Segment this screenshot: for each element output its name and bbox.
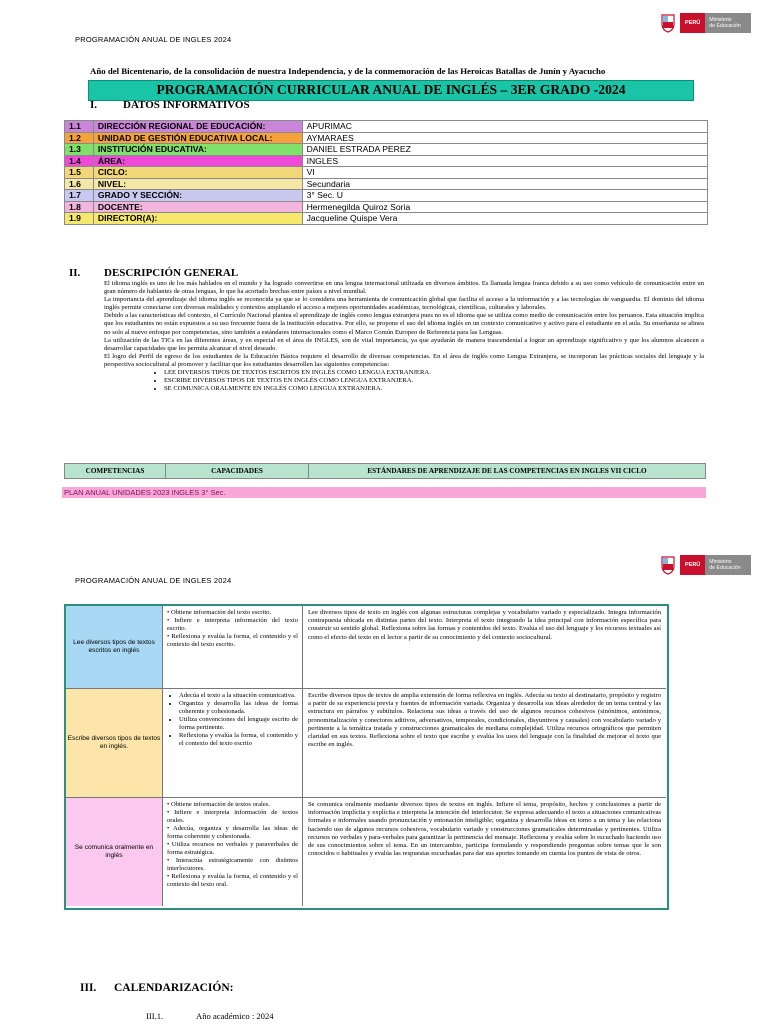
capacity-item: • Adecúa, organiza y desarrolla las ideas de forma coherente y cohesionada. (167, 825, 298, 840)
capacity-item: • Reflexiona y evalúa la forma, el contenido y el contexto del texto escrito (179, 732, 298, 748)
datos-row (65, 178, 708, 190)
datos-label: ÁREA: (93, 155, 302, 167)
datos-row (65, 144, 708, 156)
datos-num: 1.1 (65, 121, 94, 133)
datos-label: CICLO: (93, 167, 302, 179)
capacity-item: • Obtiene información del texto escrito. (167, 609, 272, 616)
datos-row (65, 201, 708, 213)
datos-num: 1.8 (65, 201, 94, 213)
datos-value: AYMARAES (302, 132, 707, 144)
competency-row-3 (66, 798, 666, 906)
datos-num: 1.3 (65, 144, 94, 156)
datos-row (65, 132, 708, 144)
datos-value: DANIEL ESTRADA PEREZ (302, 144, 707, 156)
datos-value: APURIMAC (302, 121, 707, 133)
capacity-item: • Interactúa estratégicamente con distintos interlocutores. (167, 857, 298, 872)
datos-row (65, 121, 708, 133)
competency-capacities-2 (163, 689, 303, 797)
program-header-label-2: PROGRAMACIÓN ANUAL DE INGLES 2024 (75, 576, 232, 585)
logo-peru-label-2: PERÚ (680, 555, 705, 575)
logo-ministerio-line2-2: de Educación (709, 565, 741, 571)
capacity-item: • Utiliza recursos no verbales y paraverbales de forma estratégica. (167, 841, 298, 856)
datos-num: 1.7 (65, 190, 94, 202)
desc-bullet: • SE COMUNICA ORALMENTE EN INGLÉS COMO LENGUA EXTRANJERA. (164, 385, 704, 393)
logo-ministerio-line2: de Educación (709, 23, 741, 29)
competency-standard-3: Se comunica oralmente mediante diversos tipos de textos en inglés. Infiere el tema, propósito, hechos y conclusiones a partir de información implícita y explícita e interpreta la intención del interlocutor. Se expresa adecuando el texto a situaciones comunicativas formales e informales usando pronunciación y entonación inteligible; organiza y desarrolla ideas en torno a un tema y las relaciona haciendo uso de algunos recursos cohesivos, vocabulario variado y construcciones gramaticales determinadas y pertinentes. Utiliza recursos no verbales y para-verbales para garantizar la pertinencia del mensaje. Reflexiona y evalúa sobre lo escuchado haciendo uso de sus conocimientos sobre el tema. En un intercambio, participa formulando y respondiendo preguntas sobre temas que le son conocidos o habituales y evalúa las respuestas escuchadas para dar sus aportes tomando en cuenta los puntos de vista de otros. (308, 801, 661, 858)
competency-row-2 (66, 689, 666, 798)
logo-peru-label: PERÚ (680, 13, 705, 33)
datos-label: NIVEL: (93, 178, 302, 190)
capacity-item: • Organiza y desarrolla las ideas de forma coherente y cohesionada. (179, 700, 298, 716)
logo-ministerio-label-2 (705, 555, 750, 575)
minedu-logo (660, 9, 751, 37)
datos-value: Secundaria (302, 178, 707, 190)
datos-label: INSTITUCIÓN EDUCATIVA: (93, 144, 302, 156)
datos-value: INGLES (302, 155, 707, 167)
capacity-item: • Infiere e interpreta información de textos orales. (167, 809, 298, 824)
capacity-item: • Utiliza convenciones del lenguaje escrito de forma pertinente. (179, 716, 298, 732)
datos-row (65, 155, 708, 167)
logo-ministerio-label (705, 13, 750, 33)
datos-row (65, 167, 708, 179)
section-1-num: I. (90, 99, 98, 111)
capacity-item: • Infiere e interpreta información del texto escrito. (167, 617, 298, 632)
datos-label: DOCENTE: (93, 201, 302, 213)
datos-num: 1.9 (65, 213, 94, 225)
competency-name-2: Escribe diversos tipos de textos en inglés. (66, 689, 163, 797)
section-2-num: II. (69, 267, 81, 279)
datos-label: DIRECTOR(A): (93, 213, 302, 225)
capacity-item: • Reflexiona y evalúa la forma, el contenido y el contexto del texto escrito. (167, 633, 298, 648)
desc-paragraph: Debido a las características del contexto, el Currículo Nacional plantea el aprendizaje de inglés como lengua extranjera pues no es el idioma que se utiliza como medio de comunicación entre los peruanos. Esta situación implica que los estudiantes no están expuestos a su uso frecuente fuera de la institución educativa. Por ello, se propone el uso del idioma inglés en un contexto comunicativo y activo para el estudiante en el aula. Su enseñanza se alinea no solo al nuevo enfoque por competencias, sino también a estándares internacionales como el Marco Común Europeo de Referencia para las Lenguas. (104, 312, 704, 336)
peru-shield-icon (660, 555, 676, 575)
desc-paragraph: El logro del Perfil de egreso de los estudiantes de la Educación Básica requiere el desarrollo de diversas competencias. En el área de inglés como Lengua Extranjera, se incorporan las prácticas sociales del lenguaje y la perspectiva sociocultural al promover y facilitar que los estudiantes desarrollen las siguientes competencias: (104, 352, 704, 368)
program-header-label: PROGRAMACIÓN ANUAL DE INGLES 2024 (75, 35, 232, 44)
competency-standard-2: Escribe diversos tipos de textos de amplia extensión de forma reflexiva en inglés. Adecúa su texto al destinatario, propósito y registro a partir de su experiencia previa y fuentes de información variada. Organiza y desarrolla sus ideas alrededor de un tema central y las estructura en párrafos y subtítulos. Relaciona sus ideas a través del uso de algunos recursos cohesivos (sinónimos, antónimos, pronominalización y conectores aditivos, adversativos, temporales, condicionales, disyuntivos y causales) con vocabulario variado y pertinente a la temática tratada y construcciones gramaticales de mediana complejidad. Utiliza recursos ortográficos que permiten claridad en sus textos. Reflexiona sobre el texto que escribe y evalúa los usos del lenguaje con la finalidad de mejorar el texto que escribe en inglés. (308, 692, 661, 749)
peru-shield-icon (660, 13, 676, 33)
col-capacidades: CAPACIDADES (166, 464, 309, 479)
datos-num: 1.6 (65, 178, 94, 190)
datos-value: VI (302, 167, 707, 179)
datos-label: GRADO Y SECCIÓN: (93, 190, 302, 202)
competency-name-1: Lee diversos tipos de textos escritos en inglés (66, 606, 163, 688)
datos-row (65, 213, 708, 225)
datos-value: Hermenegilda Quiroz Soria (302, 201, 707, 213)
competency-standard-1: Lee diversos tipos de texto en inglés con algunas estructuras complejas y vocabulario variado y especializado. Integra información contrapuesta ubicada en distintas partes del texto. Interpreta el texto integrando la idea principal con información específica para construir su sentido global. Reflexiona sobre las formas y contenidos del texto. Evalúa el uso del lenguaje y los recursos textuales así como el efecto del texto en el lector a partir de su conocimiento y del contexto sociocultural. (308, 609, 661, 641)
competencias-header-table (64, 463, 706, 479)
section-2-title: DESCRIPCIÓN GENERAL (104, 267, 239, 279)
year-line: Año del Bicentenario, de la consolidación de nuestra Independencia, y de la conmemoración de las Heroicas Batallas de Junín y Ayacucho (90, 66, 606, 76)
desc-paragraph: El idioma inglés es uno de los más hablados en el mundo y ha logrado convertirse en una lengua internacional utilizada en diversos ámbitos. Es llamada lengua franca debido a su uso como vehículo de comunicación entre un gran número de hablantes de otras lenguas, lo que ha acortado brechas entre países a nivel mundial. (104, 280, 704, 296)
capacity-item: • Adecúa el texto a la situación comunicativa. (179, 692, 298, 700)
section-3-num: III. (80, 982, 97, 994)
competency-row-1 (66, 606, 666, 689)
competencias-table (64, 604, 669, 910)
datos-num: 1.2 (65, 132, 94, 144)
datos-label: DIRECCIÓN REGIONAL DE EDUCACIÓN: (93, 121, 302, 133)
datos-informativos-table (64, 120, 708, 225)
datos-value: 3° Sec. U (302, 190, 707, 202)
cal-sub-text: Año académico : 2024 (196, 1011, 274, 1021)
datos-num: 1.4 (65, 155, 94, 167)
section-1-title: DATOS INFORMATIVOS (123, 99, 250, 111)
main-title: PROGRAMACIÓN CURRICULAR ANUAL DE INGLÉS – 3ER GRADO -2024 (88, 80, 694, 101)
col-competencias: COMPETENCIAS (65, 464, 166, 479)
section-3-title: CALENDARIZACIÓN: (114, 982, 234, 994)
datos-label: UNIDAD DE GESTIÓN EDUCATIVA LOCAL: (93, 132, 302, 144)
descripcion-general (104, 280, 704, 394)
desc-bullet: • LEE DIVERSOS TIPOS DE TEXTOS ESCRITOS EN INGLÉS COMO LENGUA EXTRANJERA. (164, 369, 704, 377)
cal-sub-num: III.1. (146, 1011, 164, 1021)
desc-bullet: • ESCRIBE DIVERSOS TIPOS DE TEXTOS EN INGLÉS COMO LENGUA EXTRANJERA. (164, 377, 704, 385)
plan-anual-bar: PLAN ANUAL UNIDADES 2023 INGLES 3° Sec. (62, 487, 706, 498)
desc-paragraph: La utilización de las TICs en las diferentes áreas, y en especial en el área de INGLES, son de vital importancia, ya que ayudarán de manera trascendental a lograr un aprendizaje significativo y que los alumnos alcancen a desarrollar capacidades que les permita alcanzar el nivel deseado. (104, 336, 704, 352)
capacity-item: • Reflexiona y evalúa la forma, el contenido y el contexto del texto oral. (167, 873, 298, 888)
col-estandares: ESTÁNDARES DE APRENDIZAJE DE LAS COMPETENCIAS EN INGLES VII CICLO (309, 464, 706, 479)
logo-ministerio-line1-2: Ministerio (709, 559, 732, 565)
desc-paragraph: La importancia del aprendizaje del idioma inglés se reconocida ya que se lo considera una herramienta de comunicación global que facilita el acceso a la información y a las tecnologías de vanguardia. El dominio del idioma inglés permite conectarse con diversas realidades y contextos ampliando el acceso a mejores oportunidades académicas, tecnológicas, científicas, culturales y laborales. (104, 296, 704, 312)
competency-capacities-1 (163, 606, 303, 688)
competency-capacities-3 (163, 798, 303, 906)
competency-name-3: Se comunica oralmente en inglés (66, 798, 163, 906)
logo-ministerio-line1: Ministerio (709, 17, 732, 23)
datos-num: 1.5 (65, 167, 94, 179)
datos-value: Jacqueline Quispe Vera (302, 213, 707, 225)
datos-row (65, 190, 708, 202)
capacity-item: • Obtiene información de textos orales. (167, 801, 271, 808)
minedu-logo-2 (660, 551, 751, 579)
